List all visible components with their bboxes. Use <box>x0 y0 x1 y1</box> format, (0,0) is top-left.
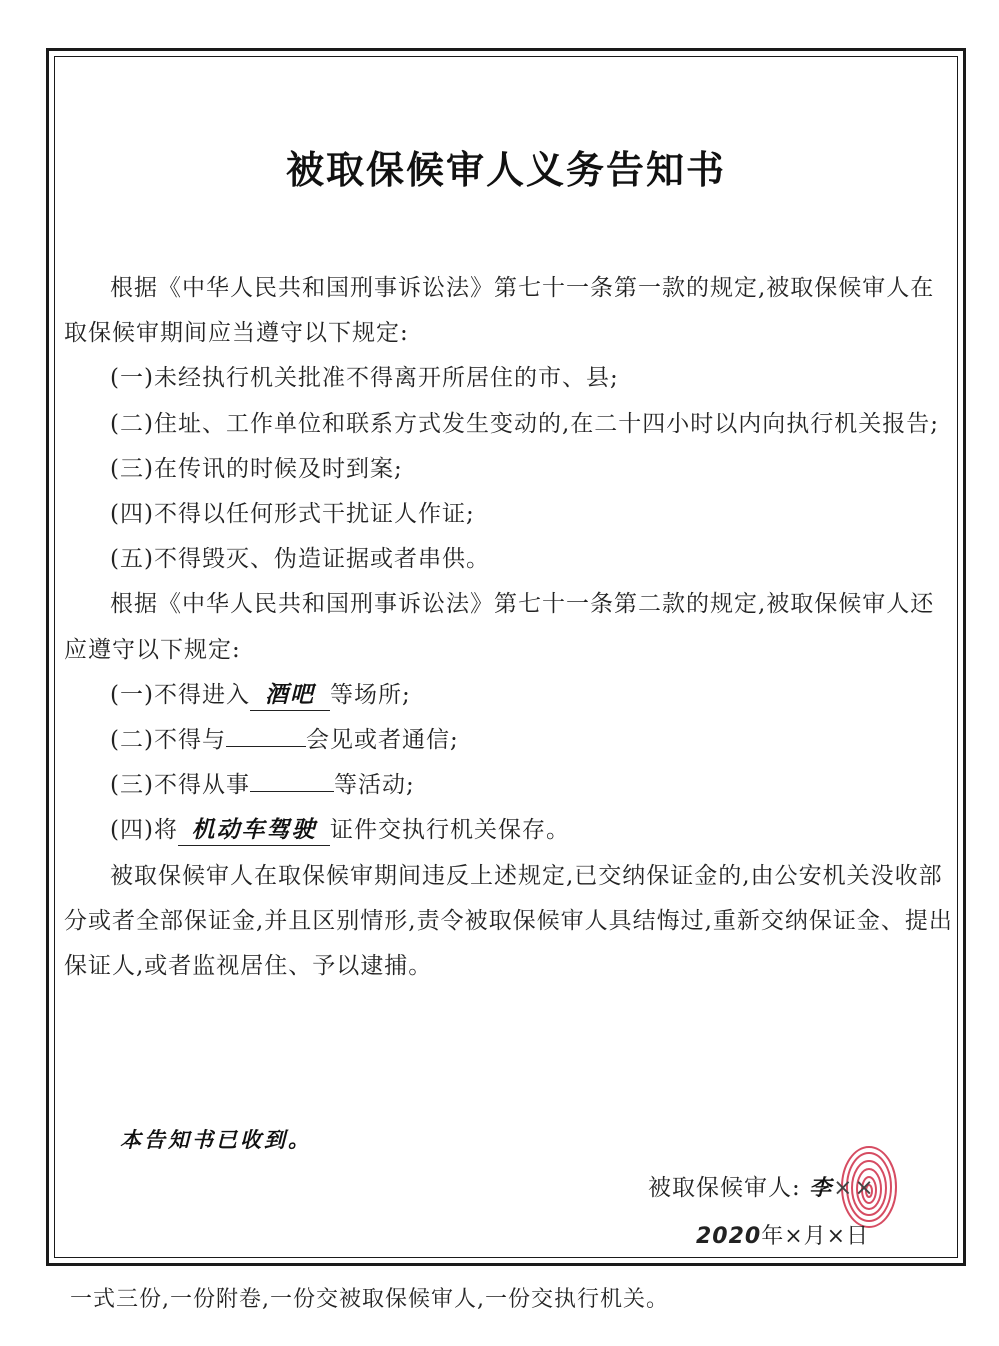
rule-2-2-suffix: 会见或者通信; <box>305 727 459 754</box>
rule-2-1-suffix: 等场所; <box>329 681 411 708</box>
rule-1-3: (三)在传讯的时候及时到案; <box>110 455 403 482</box>
rule-2-1-prefix: (一)不得进入 <box>110 681 250 708</box>
signer-name: 李 <box>809 1176 834 1201</box>
rule-2-4-fill-blank: 机动车驾驶 <box>178 815 330 846</box>
rule-2-1 <box>64 673 954 718</box>
rule-2-2-fill-blank <box>226 746 306 747</box>
paragraph-violation-consequences: 被取保候审人在取保候审期间违反上述规定,已交纳保证金的,由公安机关没收部分或者全部保证金,并且区别情形,责令被取保候审人具结悔过,重新交纳保证金、提出保证人,或者监视居住、予以逮捕。 <box>64 862 953 980</box>
document-body <box>64 266 954 989</box>
document-title: 被取保候审人义务告知书 <box>285 147 726 192</box>
rule-2-3 <box>64 763 954 808</box>
rule-2-3-fill-blank <box>250 791 334 792</box>
rule-1-1: (一)未经执行机关批准不得离开所居住的市、县; <box>110 365 619 392</box>
rule-2-3-prefix: (三)不得从事 <box>110 772 250 799</box>
date-year: 2020 <box>696 1224 762 1249</box>
signer-name-mask: ×× <box>833 1175 876 1201</box>
copies-footnote: 一式三份,一份附卷,一份交被取保候审人,一份交执行机关。 <box>70 1287 669 1312</box>
rule-1-2: (二)住址、工作单位和联系方式发生变动的,在二十四小时以内向执行机关报告; <box>110 410 940 437</box>
rule-2-4-suffix: 证件交执行机关保存。 <box>329 817 570 844</box>
rule-2-2-prefix: (二)不得与 <box>110 727 226 754</box>
rule-1-4: (四)不得以任何形式干扰证人作证; <box>110 501 475 528</box>
rule-1-5: (五)不得毁灭、伪造证据或者串供。 <box>110 546 490 573</box>
paragraph-legal-basis-2: 根据《中华人民共和国刑事诉讼法》第七十一条第二款的规定,被取保候审人还应遵守以下规定: <box>64 591 935 663</box>
receipt-acknowledgement: 本告知书已收到。 <box>120 1128 312 1152</box>
signing-date <box>696 1218 869 1256</box>
paragraph-legal-basis-1: 根据《中华人民共和国刑事诉讼法》第七十一条第一款的规定,被取保候审人在取保候审期间应当遵守以下规定: <box>64 275 935 347</box>
signer-line <box>648 1168 876 1209</box>
date-month-day: 年×月×日 <box>761 1224 870 1249</box>
rule-2-1-fill-blank: 酒吧 <box>250 680 330 711</box>
rule-2-2 <box>64 718 954 763</box>
rule-2-3-suffix: 等活动; <box>333 772 415 799</box>
signer-label: 被取保候审人: <box>648 1175 801 1201</box>
rule-2-4 <box>64 808 954 853</box>
rule-2-4-prefix: (四)将 <box>110 817 178 844</box>
